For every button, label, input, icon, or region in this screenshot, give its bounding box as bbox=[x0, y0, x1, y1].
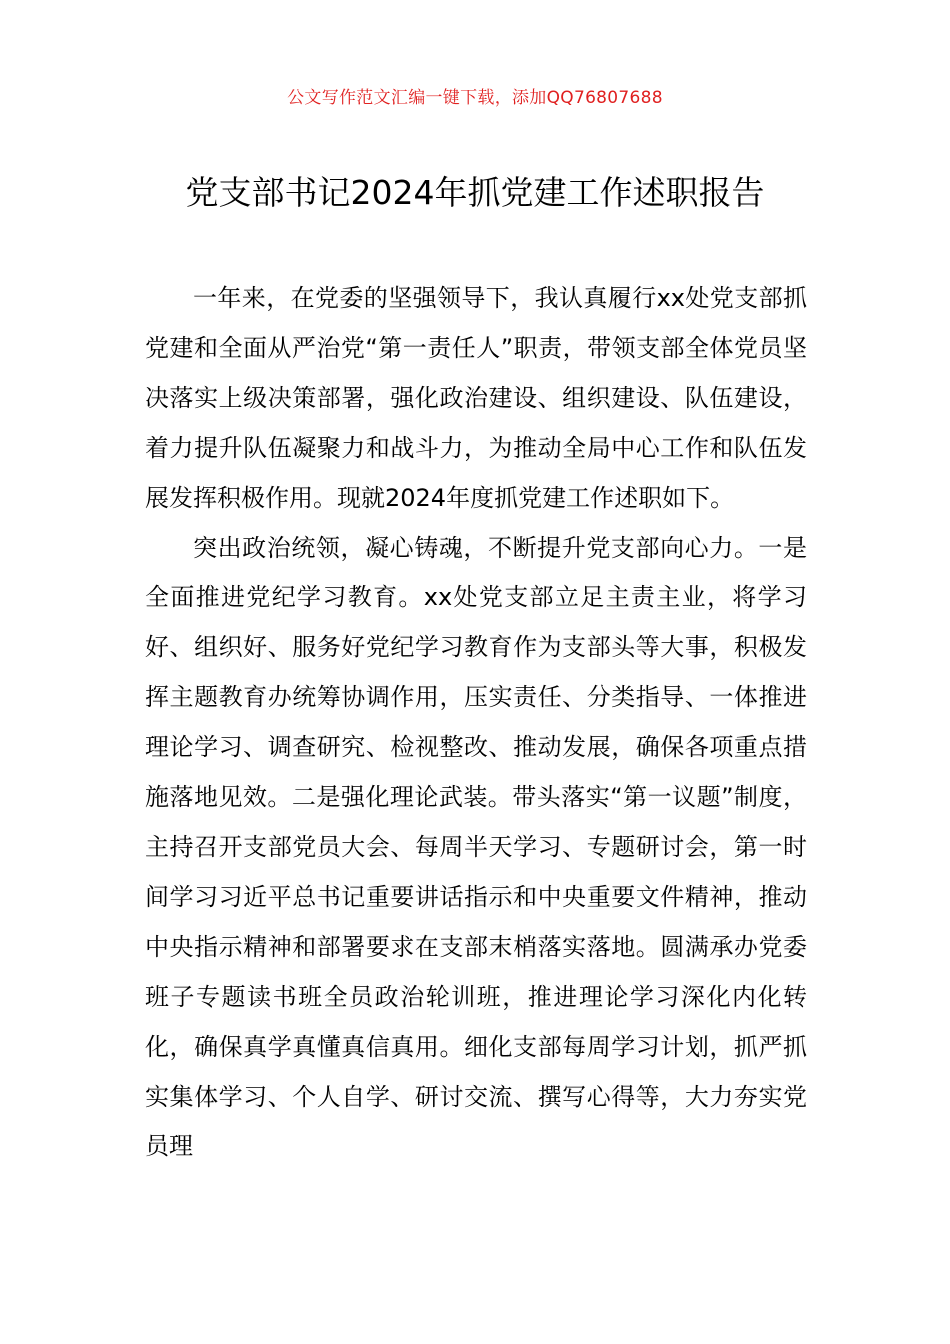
document-body bbox=[145, 274, 807, 1172]
paragraph-intro: 一年来，在党委的坚强领导下，我认真履行xx处党支部抓党建和全面从严治党“第一责任人”职责，带领支部全体党员坚决落实上级决策部署，强化政治建设、组织建设、队伍建设，着力提升队伍凝聚力和战斗力，为推动全局中心工作和队伍发展发挥积极作用。现就2024年度抓党建工作述职如下。 bbox=[145, 284, 807, 512]
promo-banner[interactable]: 公文写作范文汇编一键下载，添加QQ76807688 bbox=[287, 88, 663, 108]
document-title: 党支部书记2024年抓党建工作述职报告 bbox=[185, 173, 765, 212]
paragraph-political-leadership: 突出政治统领，凝心铸魂，不断提升党支部向心力。一是全面推进党纪学习教育。xx处党支部立足主责主业，将学习好、组织好、服务好党纪学习教育作为支部头等大事，积极发挥主题教育办统筹协调作用，压实责任、分类指导、一体推进理论学习、调查研究、检视整改、推动发展，确保各项重点措施落地见效。二是强化理论武装。带头落实“第一议题”制度，主持召开支部党员大会、每周半天学习、专题研讨会，第一时间学习习近平总书记重要讲话指示和中央重要文件精神，推动中央指示精神和部署要求在支部末梢落实落地。圆满承办党委班子专题读书班全员政治轮训班，推进理论学习深化内化转化，确保真学真懂真信真用。细化支部每周学习计划，抓严抓实集体学习、个人自学、研讨交流、撰写心得等，大力夯实党员理 bbox=[145, 533, 807, 1161]
